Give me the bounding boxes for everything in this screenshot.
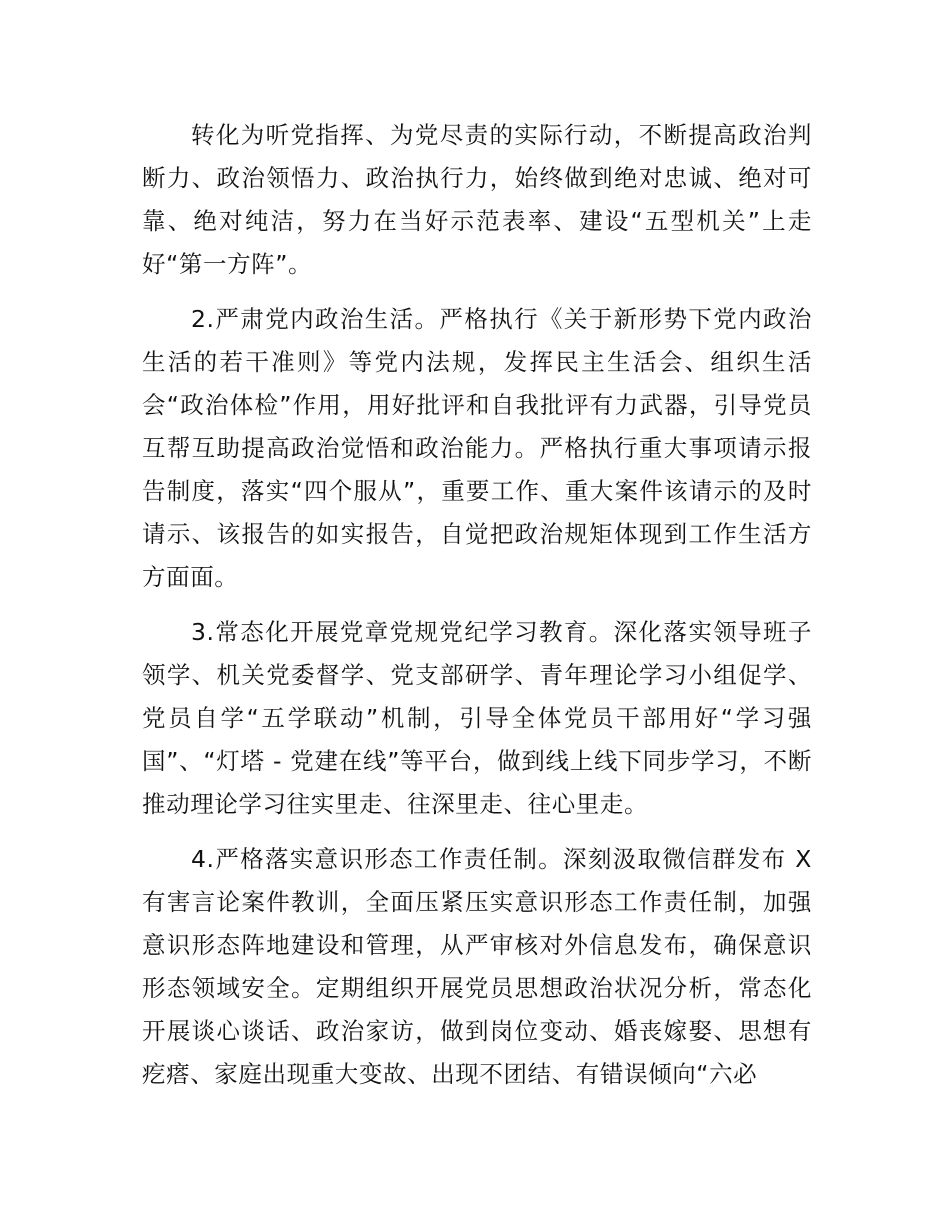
paragraph-item-4: 4.严格落实意识形态工作责任制。深刻汲取微信群发布 X 有害言论案件教训，全面压紧压实意识形态工作责任制，加强意识形态阵地建设和管理，从严审核对外信息发布，确保意识形态领域安全。定期组织开展党员思想政治状况分析，常态化开展谈心谈话、政治家访，做到岗位变动、婚丧嫁娶、思想有疙瘩、家庭出现重大变故、出现不团结、有错误倾向“六必 xyxy=(142,845,812,1088)
document-page xyxy=(142,114,812,1096)
paragraph-continuation: 转化为听党指挥、为党尽责的实际行动，不断提高政治判断力、政治领悟力、政治执行力，始终做到绝对忠诚、绝对可靠、绝对纯洁，努力在当好示范表率、建设“五型机关”上走好“第一方阵”。 xyxy=(142,121,812,278)
paragraph-item-3: 3.常态化开展党章党规党纪学习教育。深化落实领导班子领学、机关党委督学、党支部研学、青年理论学习小组促学、党员自学“五学联动”机制，引导全体党员干部用好“学习强国”、“灯塔 - 党建在线”等平台，做到线上线下同步学习，不断推动理论学习往实里走、往深里走、往心里走。 xyxy=(142,618,812,818)
paragraph-item-2: 2.严肃党内政治生活。严格执行《关于新形势下党内政治生活的若干准则》等党内法规，发挥民主生活会、组织生活会“政治体检”作用，用好批评和自我批评有力武器，引导党员互帮互助提高政治觉悟和政治能力。严格执行重大事项请示报告制度，落实“四个服从”，重要工作、重大案件该请示的及时请示、该报告的如实报告，自觉把政治规矩体现到工作生活方方面面。 xyxy=(142,305,812,591)
